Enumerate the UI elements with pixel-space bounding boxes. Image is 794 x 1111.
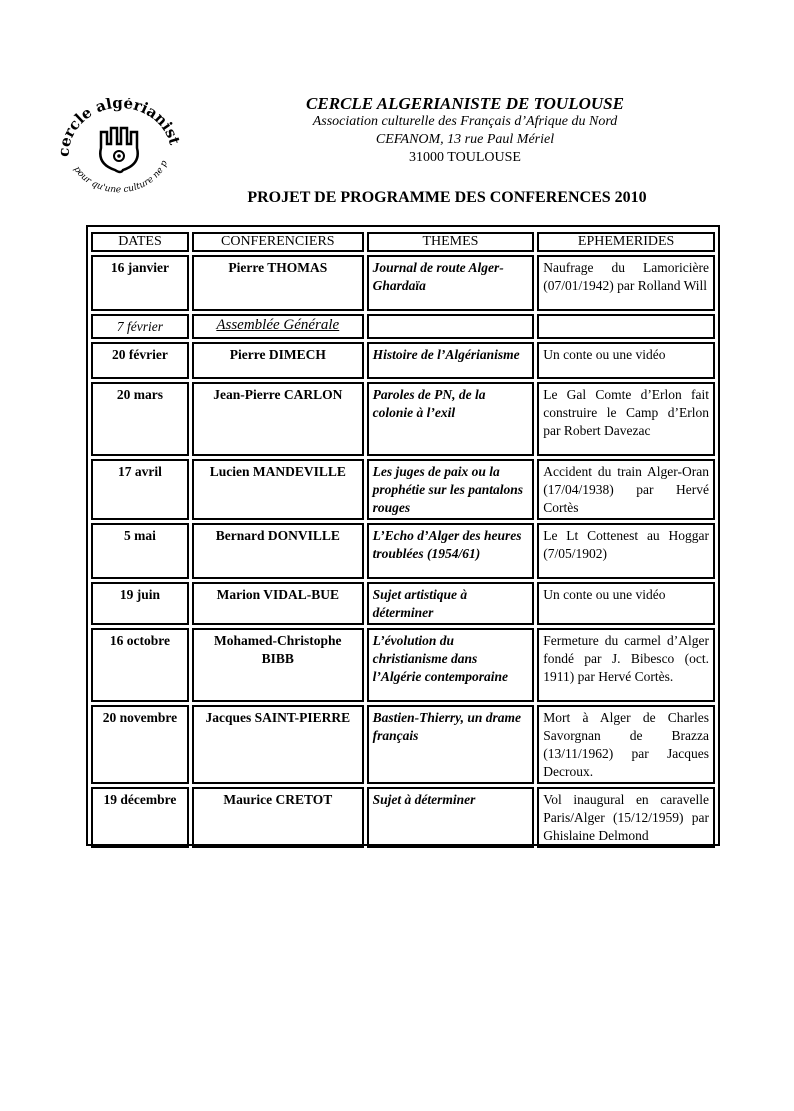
table-row (91, 342, 715, 379)
row-speaker: Maurice CRETOT (192, 787, 364, 848)
table-row (91, 523, 715, 579)
row-date: 19 juin (91, 582, 189, 625)
row-speaker: Jean-Pierre CARLON (192, 382, 364, 456)
row-speaker: Assemblée Générale (192, 314, 364, 339)
row-theme: L’évolution du christianisme dans l’Algérie contemporaine (367, 628, 535, 702)
row-speaker: Pierre THOMAS (192, 255, 364, 311)
organization-description: Association culturelle des Français d’Afrique du Nord (312, 114, 618, 129)
row-theme: Sujet à déterminer (367, 787, 535, 848)
table-row (91, 628, 715, 702)
club-logo (55, 98, 183, 194)
row-theme: L’Echo d’Alger des heures troublées (1954/61) (367, 523, 535, 579)
table-row (91, 787, 715, 848)
row-date: 16 janvier (91, 255, 189, 311)
row-ephemeride: Fermeture du carmel d’Alger fondé par J. Bibesco (oct. 1911) par Hervé Cortès. (537, 628, 715, 702)
header-ephemerides: EPHEMERIDES (537, 232, 715, 252)
row-date: 7 février (91, 314, 189, 339)
row-date: 5 mai (91, 523, 189, 579)
document-title: PROJET DE PROGRAMME DES CONFERENCES 2010 (247, 189, 647, 206)
logo-ring-bottom-text: pour qu'une culture ne p (71, 159, 170, 194)
organization-header (270, 95, 660, 167)
table-header-row (91, 232, 715, 252)
table-row (91, 582, 715, 625)
row-theme: Journal de route Alger-Ghardaïa (367, 255, 535, 311)
organization-city: 31000 TOULOUSE (409, 150, 521, 165)
row-date: 17 avril (91, 459, 189, 520)
row-speaker: Marion VIDAL-BUE (192, 582, 364, 625)
row-ephemeride: Le Lt Cottenest au Hoggar (7/05/1902) (537, 523, 715, 579)
row-theme: Histoire de l’Algérianisme (367, 342, 535, 379)
row-ephemeride: Le Gal Comte d’Erlon fait construire le Camp d’Erlon par Robert Davezac (537, 382, 715, 456)
row-date: 16 octobre (91, 628, 189, 702)
row-ephemeride (537, 314, 715, 339)
row-speaker: Mohamed-Christophe BIBB (192, 628, 364, 702)
row-ephemeride: Un conte ou une vidéo (537, 342, 715, 379)
row-ephemeride: Mort à Alger de Charles Savorgnan de Brazza (13/11/1962) par Jacques Decroux. (537, 705, 715, 784)
row-date: 20 novembre (91, 705, 189, 784)
row-ephemeride: Vol inaugural en caravelle Paris/Alger (15/12/1959) par Ghislaine Delmond (537, 787, 715, 848)
row-theme: Sujet artistique à déterminer (367, 582, 535, 625)
header-conferenciers: CONFERENCIERS (192, 232, 364, 252)
row-theme (367, 314, 535, 339)
row-date: 20 mars (91, 382, 189, 456)
program-table (88, 229, 718, 851)
organization-name: CERCLE ALGERIANISTE DE TOULOUSE (306, 94, 624, 113)
row-date: 19 décembre (91, 787, 189, 848)
row-ephemeride: Accident du train Alger-Oran (17/04/1938) par Hervé Cortès (537, 459, 715, 520)
organization-address: CEFANOM, 13 rue Paul Mériel (375, 132, 555, 147)
row-theme: Bastien-Thierry, un drame français (367, 705, 535, 784)
row-theme: Les juges de paix ou la prophétie sur les pantalons rouges (367, 459, 535, 520)
row-date: 20 février (91, 342, 189, 379)
header-themes: THEMES (367, 232, 535, 252)
row-speaker: Pierre DIMECH (192, 342, 364, 379)
table-row (91, 705, 715, 784)
row-ephemeride: Naufrage du Lamoricière (07/01/1942) par Rolland Will (537, 255, 715, 311)
row-speaker: Lucien MANDEVILLE (192, 459, 364, 520)
table-row (91, 314, 715, 339)
table-row (91, 459, 715, 520)
header-dates: DATES (91, 232, 189, 252)
row-speaker: Jacques SAINT-PIERRE (192, 705, 364, 784)
row-theme: Paroles de PN, de la colonie à l’exil (367, 382, 535, 456)
table-row (91, 255, 715, 311)
hand-of-fatma-icon (100, 128, 137, 172)
logo-ring-top-text: cercle algérianist (55, 98, 183, 158)
table-row (91, 382, 715, 456)
row-speaker: Bernard DONVILLE (192, 523, 364, 579)
row-ephemeride: Un conte ou une vidéo (537, 582, 715, 625)
